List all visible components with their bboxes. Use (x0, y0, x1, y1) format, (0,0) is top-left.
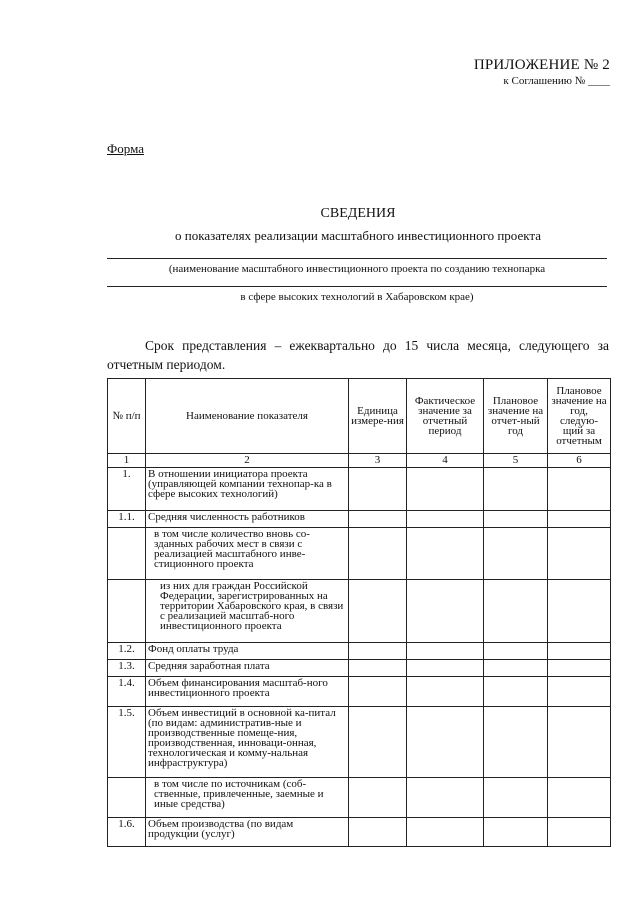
cell-plan-year[interactable] (484, 677, 548, 707)
cell-unit[interactable] (349, 677, 407, 707)
row-number: 1.1. (108, 511, 146, 528)
row-number: 1.4. (108, 677, 146, 707)
table-row (108, 468, 611, 511)
row-indicator-name: в том числе количество вновь со-зданных рабочих мест в связи с реализацией масштабного инве-стиционного проекта (146, 528, 349, 580)
row-indicator-name: Объем финансирования масштаб-ного инвестиционного проекта (146, 677, 349, 707)
row-indicator-name: Средняя заработная плата (146, 660, 349, 677)
column-number: 2 (146, 454, 349, 468)
cell-plan-next-year[interactable] (548, 677, 611, 707)
cell-actual[interactable] (407, 643, 484, 660)
table-row (108, 707, 611, 778)
cell-plan-year[interactable] (484, 707, 548, 778)
cell-unit[interactable] (349, 660, 407, 677)
cell-plan-next-year[interactable] (548, 528, 611, 580)
form-label: Форма (107, 141, 144, 156)
header-actual: Фактическое значение за отчетный период (407, 379, 484, 454)
submission-deadline: Срок представления – ежеквартально до 15 числа месяца, следующего за отчетным периодом. (107, 338, 609, 372)
cell-plan-next-year[interactable] (548, 660, 611, 677)
cell-plan-next-year[interactable] (548, 580, 611, 643)
cell-plan-year[interactable] (484, 778, 548, 818)
table-row (108, 660, 611, 677)
cell-actual[interactable] (407, 677, 484, 707)
row-indicator-name: Средняя численность работников (146, 511, 349, 528)
cell-unit[interactable] (349, 468, 407, 511)
cell-unit[interactable] (349, 818, 407, 847)
header-name: Наименование показателя (146, 379, 349, 454)
appendix-title: ПРИЛОЖЕНИЕ № 2 (473, 57, 610, 73)
document-subtitle: о показателях реализации масштабного инвестиционного проекта (175, 228, 541, 243)
cell-actual[interactable] (407, 778, 484, 818)
cell-unit[interactable] (349, 778, 407, 818)
cell-actual[interactable] (407, 528, 484, 580)
table-row (108, 528, 611, 580)
cell-plan-year[interactable] (484, 580, 548, 643)
header-unit: Единица измере-ния (349, 379, 407, 454)
column-number: 5 (484, 454, 548, 468)
indicators-table (107, 378, 611, 847)
row-indicator-name: Фонд оплаты труда (146, 643, 349, 660)
cell-actual[interactable] (407, 468, 484, 511)
row-number: 1.6. (108, 818, 146, 847)
project-name-caption-1: (наименование масштабного инвестиционного проекта по созданию технопарка (107, 258, 607, 275)
project-name-caption-2: в сфере высоких технологий в Хабаровском крае) (107, 286, 607, 303)
appendix-reference: к Соглашению № ____ (503, 75, 610, 87)
cell-plan-year[interactable] (484, 528, 548, 580)
cell-unit[interactable] (349, 643, 407, 660)
cell-unit[interactable] (349, 511, 407, 528)
cell-actual[interactable] (407, 580, 484, 643)
header-num: № п/п (108, 379, 146, 454)
row-indicator-name: Объем инвестиций в основной ка-питал (по видам: административ-ные и производственные помеще-ния, производственная, инноваци-онная, технологическая и комму-нальная инфраструктура) (146, 707, 349, 778)
cell-plan-next-year[interactable] (548, 468, 611, 511)
cell-plan-year[interactable] (484, 643, 548, 660)
table-header-row (108, 379, 611, 454)
cell-actual[interactable] (407, 660, 484, 677)
table-row (108, 511, 611, 528)
row-number (108, 580, 146, 643)
cell-actual[interactable] (407, 818, 484, 847)
column-number: 1 (108, 454, 146, 468)
cell-actual[interactable] (407, 511, 484, 528)
table-row (108, 778, 611, 818)
cell-plan-year[interactable] (484, 511, 548, 528)
cell-plan-year[interactable] (484, 818, 548, 847)
column-number: 4 (407, 454, 484, 468)
cell-plan-year[interactable] (484, 468, 548, 511)
table-row (108, 677, 611, 707)
table-row (108, 818, 611, 847)
column-number: 6 (548, 454, 611, 468)
row-indicator-name: в том числе по источникам (соб-ственные, привлеченные, заемные и иные средства) (146, 778, 349, 818)
cell-plan-next-year[interactable] (548, 818, 611, 847)
cell-plan-next-year[interactable] (548, 511, 611, 528)
row-indicator-name: Объем производства (по видам продукции (услуг) (146, 818, 349, 847)
row-indicator-name: из них для граждан Российской Федерации, зарегистрированных на территории Хабаровского края, в связи с реализацией масштаб-ного инвестиционного проекта (146, 580, 349, 643)
column-numbers-row (108, 454, 611, 468)
cell-unit[interactable] (349, 528, 407, 580)
header-plan-year: Плановое значение на отчет-ный год (484, 379, 548, 454)
table-row (108, 580, 611, 643)
document-title: СВЕДЕНИЯ (320, 206, 396, 221)
row-number: 1. (108, 468, 146, 511)
cell-unit[interactable] (349, 580, 407, 643)
row-number: 1.3. (108, 660, 146, 677)
header-plan-next-year: Плановое значение на год, следую-щий за отчетным (548, 379, 611, 454)
cell-plan-next-year[interactable] (548, 707, 611, 778)
cell-unit[interactable] (349, 707, 407, 778)
row-number: 1.2. (108, 643, 146, 660)
cell-plan-next-year[interactable] (548, 643, 611, 660)
table-row (108, 643, 611, 660)
cell-plan-year[interactable] (484, 660, 548, 677)
row-number (108, 778, 146, 818)
row-indicator-name: В отношении инициатора проекта (управляющей компании технопар-ка в сфере высоких технологий) (146, 468, 349, 511)
row-number (108, 528, 146, 580)
appendix-header (474, 58, 610, 87)
cell-plan-next-year[interactable] (548, 778, 611, 818)
column-number: 3 (349, 454, 407, 468)
row-number: 1.5. (108, 707, 146, 778)
cell-actual[interactable] (407, 707, 484, 778)
